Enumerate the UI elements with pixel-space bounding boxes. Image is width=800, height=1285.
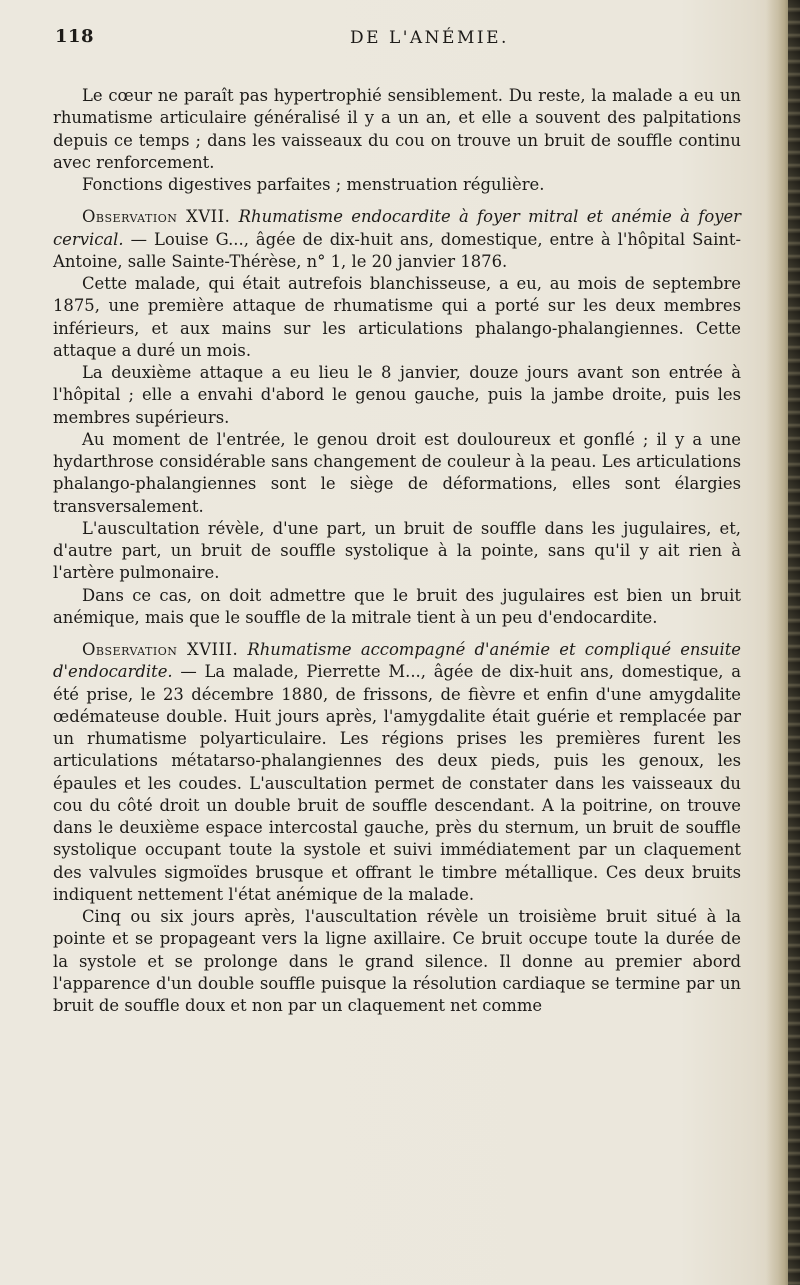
observation-heading: Observation XVIII. bbox=[82, 640, 239, 659]
paragraph-text: Au moment de l'entrée, le genou droit est douloureux et gonflé ; il y a une hydarthrose considérable sans changement de couleur à la peau. Les articulations phalango-phalangiennes sont le siège de déformations, elles sont élargies transversalement. bbox=[53, 429, 741, 516]
observation-title: Rhumatisme endocardite à foyer mitral et anémie à foyer cervical. bbox=[53, 207, 741, 249]
paragraph bbox=[53, 174, 741, 196]
paragraph-text: La deuxième attaque a eu lieu le 8 janvier, douze jours avant son entrée à l'hôpital ; elle a envahi d'abord le genou gauche, puis la jambe droite, puis les membres supérieurs. bbox=[53, 363, 741, 427]
observation-paragraph bbox=[53, 639, 741, 906]
paragraph-text: — Louise G..., âgée de dix-huit ans, domestique, entre à l'hôpital Saint-Antoine, salle Sainte-Thérèse, n° 1, le 20 janvier 1876. bbox=[53, 229, 741, 271]
paragraph bbox=[53, 85, 741, 174]
paragraph bbox=[53, 362, 741, 429]
binding-edge bbox=[788, 0, 800, 1285]
paragraph-text: Fonctions digestives parfaites ; menstruation régulière. bbox=[82, 175, 545, 194]
paragraph-text: — La malade, Pierrette M..., âgée de dix-huit ans, domestique, a été prise, le 23 décembre 1880, de frissons, de fièvre et enfin d'une amygdalite œdémateuse double. Huit jours après, l'amygdalite était guérie et remplacée par un rhumatisme polyarticulaire. Les régions prises les premières furent les articulations métatarso-phalangiennes des deux pieds, puis les genoux, les épaules et les coudes. L'auscultation permet de constater dans les vaisseaux du cou du côté droit un double bruit de souffle descendant. A la poitrine, on trouve dans le deuxième espace intercostal gauche, près du sternum, un bruit de souffle systolique occupant toute la systole et suivi immédiatement par un claquement des valvules sigmoïdes brusque et offrant le timbre métallique. Ces deux bruits indiquent nettement l'état anémique de la malade. bbox=[53, 662, 741, 904]
page-number: 118 bbox=[55, 26, 95, 47]
observation-title: Rhumatisme accompagné d'anémie et compliqué ensuite d'endocardite. bbox=[53, 640, 741, 682]
paragraph-text: Cinq ou six jours après, l'auscultation révèle un troisième bruit situé à la pointe et se propageant vers la ligne axillaire. Ce bruit occupe toute la durée de la systole et se prolonge dans le grand silence. Il donne au premier abord l'apparence d'un double souffle puisque la résolution cardiaque se termine par un bruit de souffle doux et non par un claquement net comme bbox=[53, 907, 741, 1015]
paragraph-text: Le cœur ne paraît pas hypertrophié sensiblement. Du reste, la malade a eu un rhumatisme articulaire généralisé il y a un an, et elle a souvent des palpitations depuis ce temps ; dans les vaisseaux du cou on trouve un bruit de souffle continu avec renforcement. bbox=[53, 86, 741, 172]
paragraph-text: Cette malade, qui était autrefois blanchisseuse, a eu, au mois de septembre 1875, une première attaque de rhumatisme qui a porté sur les deux membres inférieurs, et aux mains sur les articulations phalango-phalangiennes. Cette attaque a duré un mois. bbox=[53, 274, 741, 360]
observation-paragraph bbox=[53, 206, 741, 273]
paragraph-text: L'auscultation révèle, d'une part, un bruit de souffle dans les jugulaires, et, d'autre part, un bruit de souffle systolique à la pointe, sans qu'il y ait rien à l'artère pulmonaire. bbox=[53, 518, 741, 583]
paragraph bbox=[53, 429, 741, 518]
page-header bbox=[55, 22, 755, 56]
paragraph bbox=[53, 273, 741, 362]
paragraph-text: Dans ce cas, on doit admettre que le bruit des jugulaires est bien un bruit anémique, mais que le souffle de la mitrale tient à un peu d'endocardite. bbox=[53, 585, 741, 627]
paragraph bbox=[53, 906, 741, 1017]
body-text bbox=[53, 85, 741, 1017]
paragraph bbox=[53, 518, 741, 585]
paragraph bbox=[53, 585, 741, 630]
running-title: DE L'ANÉMIE. bbox=[350, 28, 509, 48]
observation-heading: Observation XVII. bbox=[82, 207, 231, 227]
